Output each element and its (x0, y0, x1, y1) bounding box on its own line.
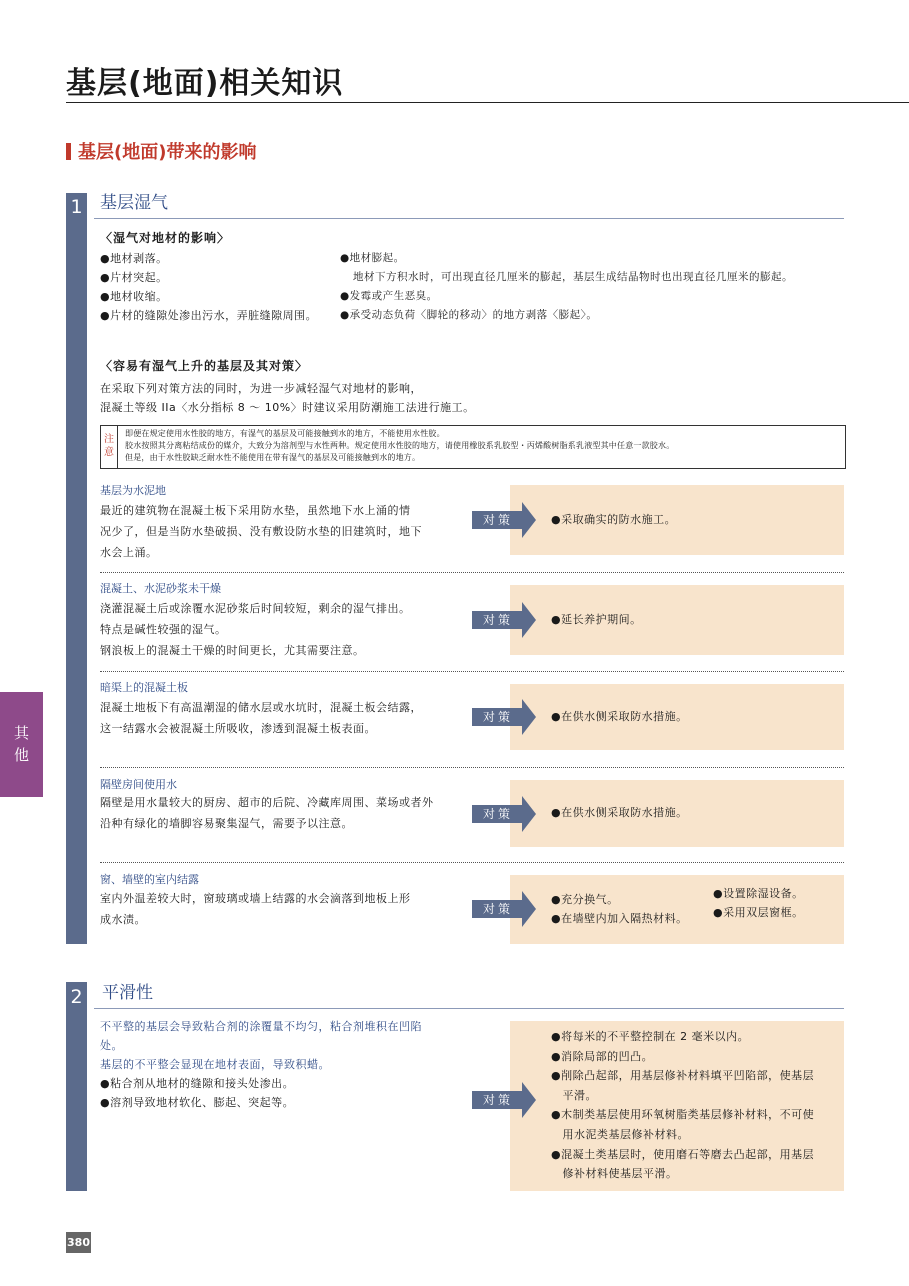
case-line: 沿种有绿化的墙脚容易聚集湿气，需要予以注意。 (100, 817, 353, 830)
list-item-detail: 地材下方积水时，可出现直径几厘米的膨起，基层生成结晶物时也出现直径几厘米的膨起。 (353, 271, 793, 283)
intro-line: 不平整的基层会导致粘合剂的涂覆量不均匀，粘合剂堆积在凹陷 (100, 1020, 422, 1033)
measures-heading: 〈容易有湿气上升的基层及其对策〉 (100, 359, 309, 373)
list-item: ●地材膨起。 (340, 252, 405, 264)
case-line: 浇灌混凝土后或涂覆水泥砂浆后时间较短，剩余的湿气排出。 (100, 602, 411, 615)
measures-intro (100, 379, 475, 417)
solution-item: ●采取确实的防水施工。 (551, 513, 677, 526)
list-item: ●发霉或产生恶臭。 (340, 290, 438, 302)
note-divider (117, 426, 118, 468)
solution-item: ●充分换气。 (551, 893, 619, 906)
section-1-title: 基层湿气 (100, 193, 168, 213)
section-1-bar (66, 193, 87, 944)
side-tab (0, 692, 43, 797)
section-2-bar (66, 982, 87, 1191)
measure-label: 对策 (482, 807, 513, 821)
case-description (100, 697, 422, 739)
case-title: 混凝土、水泥砂浆未干燥 (100, 582, 221, 595)
case-line: 这一结露水会被混凝土所吸收，渗透到混凝土板表面。 (100, 722, 376, 735)
case-line: 混凝土地板下有高温潮湿的储水层或水坑时，混凝土板会结露， (100, 701, 422, 714)
case-line: 隔壁是用水量较大的厨房、超市的后院、冷藏库周围、菜场或者外 (100, 796, 434, 809)
note-lines (125, 428, 674, 464)
case-line: 况少了，但是当防水垫破损、没有敷设防水垫的旧建筑时，地下 (100, 525, 422, 538)
title-divider (66, 102, 909, 103)
caution-note (100, 425, 846, 469)
solution-item: ●采用双层窗框。 (713, 906, 804, 919)
section-1-number: 1 (70, 196, 83, 218)
case-title: 隔壁房间使用水 (100, 778, 177, 791)
case-line: 成水渍。 (100, 913, 146, 926)
measure-label: 对策 (482, 513, 513, 527)
case-description (100, 500, 422, 563)
section-heading (66, 138, 256, 164)
case-description (100, 792, 434, 834)
solution-item: ●在供水侧采取防水措施。 (551, 710, 688, 723)
solution-item: ●将每米的不平整控制在 2 毫米以内。 (551, 1030, 750, 1043)
section-2-number: 2 (70, 986, 83, 1008)
solution-list-right (713, 884, 804, 922)
section-2-rule (94, 1008, 844, 1009)
case-line: 水会上涌。 (100, 546, 158, 559)
list-item: ●粘合剂从地材的缝隙和接头处渗出。 (100, 1077, 295, 1090)
section-heading-text: 基层(地面)带来的影响 (78, 142, 257, 163)
section-2-intro (100, 1017, 422, 1074)
heading-marker-icon (66, 143, 71, 160)
note-tag: 注 意 (104, 434, 114, 458)
case-title: 窗、墙壁的室内结露 (100, 873, 199, 886)
solution-item: 用水泥类基层修补材料。 (551, 1127, 689, 1141)
solution-item: ●在墙壁内加入隔热材料。 (551, 912, 688, 925)
measure-arrow (472, 502, 536, 538)
measure-label: 对策 (482, 1093, 513, 1107)
effects-heading: 〈湿气对地材的影响〉 (100, 231, 231, 245)
side-tab-label: 其 他 (13, 724, 29, 764)
note-line: 即便在规定使用水性胶的地方，有湿气的基层及可能接触到水的地方，不能使用水性胶。 (125, 429, 445, 438)
measure-arrow (472, 699, 536, 735)
intro-line: 混凝土等级 IIa〈水分指标 8 ～ 10%〉时建议采用防潮施工法进行施工。 (100, 401, 475, 414)
solution-list (551, 890, 688, 928)
intro-line: 在采取下列对策方法的同时，为进一步减轻湿气对地材的影响， (100, 382, 422, 395)
measure-label: 对策 (482, 902, 513, 916)
list-item: ●片材的缝隙处渗出污水，弄脏缝隙周围。 (100, 309, 318, 322)
case-description (100, 598, 411, 661)
solution-item: ●消除局部的凹凸。 (551, 1049, 654, 1063)
solution-item: ●设置除湿设备。 (713, 887, 804, 900)
case-title: 暗渠上的混凝土板 (100, 681, 188, 694)
note-line: 胶水按照其分离粘结成份的媒介，大致分为溶剂型与水性两种。规定使用水性胶的地方，请使用橡胶系乳胶型・丙烯酸树脂系乳液型其中任意一款胶水。 (125, 441, 675, 450)
case-title: 基层为水泥地 (100, 484, 166, 497)
list-item: ●片材突起。 (100, 271, 168, 284)
case-description (100, 888, 411, 930)
solution-item: ●延长养护期间。 (551, 613, 642, 626)
measure-label: 对策 (482, 613, 513, 627)
page-title: 基层(地面)相关知识 (66, 66, 344, 101)
section-1-rule (94, 218, 844, 219)
intro-line: 基层的不平整会显现在地材表面，导致积蜡。 (100, 1058, 330, 1071)
measure-arrow (472, 1082, 536, 1118)
case-line: 特点是碱性较强的湿气。 (100, 623, 227, 636)
case-divider (100, 862, 844, 863)
case-line: 钢浪板上的混凝土干燥的时间更长，尤其需要注意。 (100, 644, 365, 657)
section-2-title: 平滑性 (102, 983, 153, 1003)
effects-left-list (100, 249, 317, 325)
note-line: 但是，由于水性胶缺乏耐水性不能使用在带有湿气的基层及可能接触到水的地方。 (125, 453, 421, 462)
solution-item: 修补材料使基层平滑。 (551, 1167, 678, 1181)
solution-item: ●在供水侧采取防水措施。 (551, 806, 688, 819)
measure-label: 对策 (482, 710, 513, 724)
intro-line: 处。 (100, 1039, 123, 1052)
list-item: ●地材剥落。 (100, 252, 168, 265)
section-2-solutions (551, 1027, 814, 1184)
effects-right-list (340, 249, 793, 325)
solution-item: ●混凝土类基层时，使用磨石等磨去凸起部，用基层 (551, 1147, 815, 1161)
page-number: 380 (66, 1232, 91, 1253)
section-2-bullets (100, 1074, 294, 1112)
solution-item: ●削除凸起部，用基层修补材料填平凹陷部，使基层 (551, 1069, 815, 1083)
case-divider (100, 767, 844, 768)
solution-item: ●木制类基层使用环氧树脂类基层修补材料，不可使 (551, 1108, 815, 1122)
case-divider (100, 671, 844, 672)
measure-arrow (472, 891, 536, 927)
list-item: ●承受动态负荷〈脚轮的移动〉的地方剥落〈膨起〉。 (340, 309, 598, 321)
solution-item: 平滑。 (551, 1088, 597, 1102)
list-item: ●地材收缩。 (100, 290, 168, 303)
measure-arrow (472, 602, 536, 638)
list-item: ●溶剂导致地材软化、膨起、突起等。 (100, 1096, 295, 1109)
case-divider (100, 572, 844, 573)
case-line: 最近的建筑物在混凝土板下采用防水垫，虽然地下水上涌的情 (100, 504, 411, 517)
case-line: 室内外温差较大时，窗玻璃或墙上结露的水会滴落到地板上形 (100, 892, 411, 905)
measure-arrow (472, 796, 536, 832)
